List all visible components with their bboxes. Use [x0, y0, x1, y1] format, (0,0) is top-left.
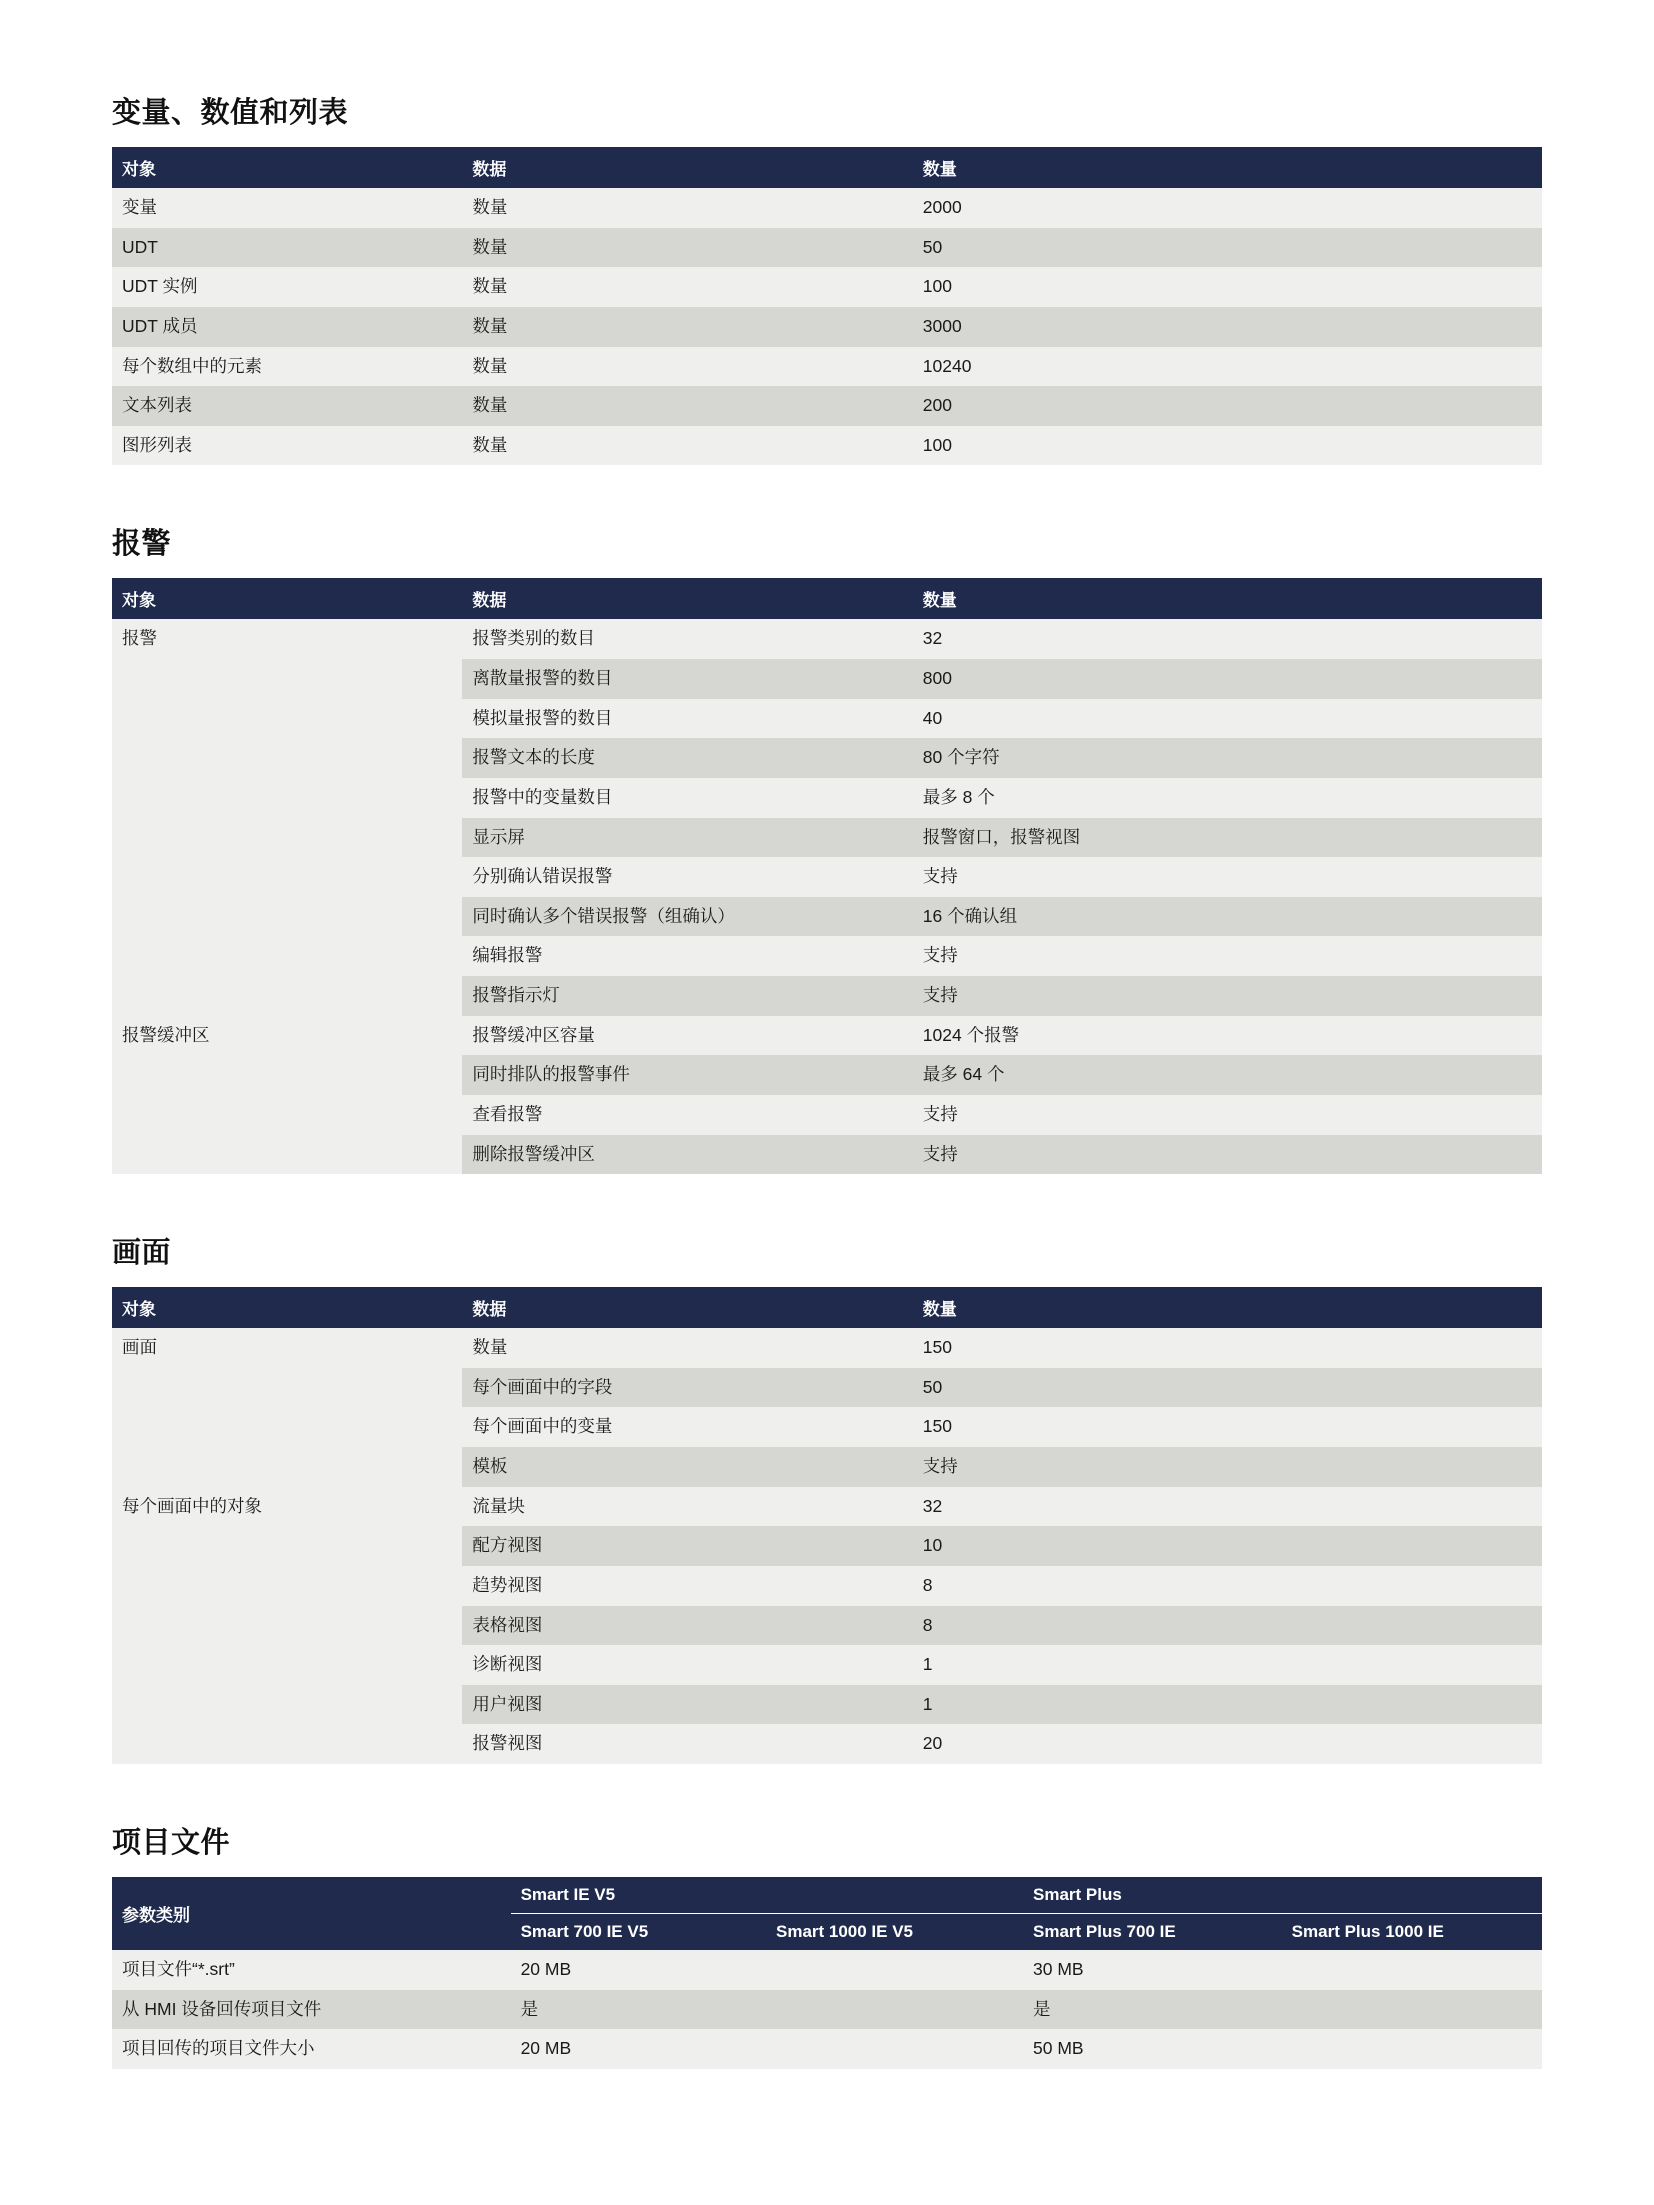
cell-data: 报警文本的长度: [462, 738, 912, 778]
table-header-row-top: [112, 1877, 1542, 1914]
cell-value-smart-plus: 50 MB: [1023, 2029, 1542, 2069]
column-header-value: 数量: [913, 147, 1542, 188]
cell-value: 10: [913, 1526, 1542, 1566]
cell-value: 32: [913, 619, 1542, 659]
column-header-smart-plus-700-ie: Smart Plus 700 IE: [1023, 1914, 1282, 1951]
column-header-smart-1000-ie-v5: Smart 1000 IE V5: [766, 1914, 1023, 1951]
cell-value: 1: [913, 1685, 1542, 1725]
table-row: [112, 1950, 1542, 1990]
cell-data: 同时排队的报警事件: [462, 1055, 912, 1095]
cell-data: 数量: [462, 347, 912, 387]
table-row: [112, 1016, 1542, 1056]
cell-value: 支持: [913, 1135, 1542, 1175]
cell-group-label: 报警: [112, 619, 462, 1015]
cell-value: 50: [913, 1368, 1542, 1408]
cell-data: 分别确认错误报警: [462, 857, 912, 897]
cell-value-smart-plus: 30 MB: [1023, 1950, 1542, 1990]
cell-value-smart-ie: 20 MB: [511, 1950, 1023, 1990]
column-header-data: 数据: [462, 578, 912, 619]
cell-value: 800: [913, 659, 1542, 699]
cell-object: UDT 实例: [112, 267, 462, 307]
table-row: [112, 267, 1542, 307]
cell-group-label: 报警缓冲区: [112, 1016, 462, 1175]
cell-data: 编辑报警: [462, 936, 912, 976]
cell-value: 报警窗口，报警视图: [913, 818, 1542, 858]
cell-data: 用户视图: [462, 1685, 912, 1725]
cell-data: 趋势视图: [462, 1566, 912, 1606]
section-project-file: [112, 1820, 1542, 2069]
table-variables: [112, 147, 1542, 465]
column-header-value: 数量: [913, 578, 1542, 619]
cell-data: 报警缓冲区容量: [462, 1016, 912, 1056]
column-header-parameter: 参数类别: [112, 1877, 511, 1950]
cell-data: 数量: [462, 307, 912, 347]
cell-value: 1: [913, 1645, 1542, 1685]
column-header-smart-700-ie-v5: Smart 700 IE V5: [511, 1914, 766, 1951]
cell-object: 图形列表: [112, 426, 462, 466]
cell-data: 显示屏: [462, 818, 912, 858]
cell-data: 离散量报警的数目: [462, 659, 912, 699]
cell-data: 数量: [462, 1328, 912, 1368]
cell-data: 每个画面中的字段: [462, 1368, 912, 1408]
table-row: [112, 1990, 1542, 2030]
column-header-value: 数量: [913, 1287, 1542, 1328]
section-variables: [112, 90, 1542, 465]
cell-value: 80 个字符: [913, 738, 1542, 778]
cell-value: 32: [913, 1487, 1542, 1527]
cell-data: 配方视图: [462, 1526, 912, 1566]
column-header-group-smart-plus: Smart Plus: [1023, 1877, 1542, 1914]
cell-value: 50: [913, 228, 1542, 268]
cell-data: 数量: [462, 188, 912, 228]
cell-value: 20: [913, 1724, 1542, 1764]
table-row: [112, 1328, 1542, 1368]
cell-value: 150: [913, 1407, 1542, 1447]
cell-data: 报警视图: [462, 1724, 912, 1764]
cell-value-smart-plus: 是: [1023, 1990, 1542, 2030]
cell-data: 报警中的变量数目: [462, 778, 912, 818]
cell-value: 150: [913, 1328, 1542, 1368]
table-row: [112, 426, 1542, 466]
cell-data: 数量: [462, 386, 912, 426]
cell-data: 流量块: [462, 1487, 912, 1527]
cell-value: 100: [913, 426, 1542, 466]
cell-value: 40: [913, 699, 1542, 739]
section-title-screens: 画面: [112, 1237, 172, 1270]
cell-value: 支持: [913, 1095, 1542, 1135]
cell-data: 删除报警缓冲区: [462, 1135, 912, 1175]
cell-value: 支持: [913, 936, 1542, 976]
table-row: [112, 386, 1542, 426]
column-header-object: 对象: [112, 147, 462, 188]
section-title-project-file: 项目文件: [112, 1827, 231, 1859]
cell-value: 3000: [913, 307, 1542, 347]
column-header-smart-plus-1000-ie: Smart Plus 1000 IE: [1282, 1914, 1542, 1951]
table-project-file: [112, 1877, 1542, 2069]
cell-value: 支持: [913, 857, 1542, 897]
cell-data: 报警指示灯: [462, 976, 912, 1016]
cell-value: 支持: [913, 1447, 1542, 1487]
cell-data: 每个画面中的变量: [462, 1407, 912, 1447]
section-alarms: [112, 521, 1542, 1174]
cell-data: 诊断视图: [462, 1645, 912, 1685]
section-title-alarms: 报警: [112, 528, 172, 561]
column-header-data: 数据: [462, 1287, 912, 1328]
cell-data: 模板: [462, 1447, 912, 1487]
table-row: [112, 188, 1542, 228]
cell-data: 模拟量报警的数目: [462, 699, 912, 739]
column-header-data: 数据: [462, 147, 912, 188]
cell-parameter: 项目回传的项目文件大小: [112, 2029, 511, 2069]
cell-value: 8: [913, 1566, 1542, 1606]
cell-data: 数量: [462, 228, 912, 268]
column-header-group-smart-ie-v5: Smart IE V5: [511, 1877, 1023, 1914]
cell-data: 报警类别的数目: [462, 619, 912, 659]
table-row: [112, 619, 1542, 659]
cell-value: 8: [913, 1606, 1542, 1646]
cell-value: 最多 8 个: [913, 778, 1542, 818]
cell-value: 16 个确认组: [913, 897, 1542, 937]
table-header-row: [112, 147, 1542, 188]
table-header-row: [112, 578, 1542, 619]
table-row: [112, 228, 1542, 268]
table-screens: [112, 1287, 1542, 1764]
cell-object: 每个数组中的元素: [112, 347, 462, 387]
section-title-variables: 变量、数值和列表: [112, 97, 349, 129]
cell-value: 200: [913, 386, 1542, 426]
column-header-object: 对象: [112, 1287, 462, 1328]
cell-data: 同时确认多个错误报警（组确认）: [462, 897, 912, 937]
cell-data: 数量: [462, 426, 912, 466]
cell-value-smart-ie: 是: [511, 1990, 1023, 2030]
cell-data: 数量: [462, 267, 912, 307]
cell-object: UDT 成员: [112, 307, 462, 347]
table-row: [112, 347, 1542, 387]
cell-value: 2000: [913, 188, 1542, 228]
cell-parameter: 从 HMI 设备回传项目文件: [112, 1990, 511, 2030]
cell-parameter: 项目文件“*.srt”: [112, 1950, 511, 1990]
cell-value: 100: [913, 267, 1542, 307]
table-row: [112, 2029, 1542, 2069]
cell-value-smart-ie: 20 MB: [511, 2029, 1023, 2069]
cell-group-label: 每个画面中的对象: [112, 1487, 462, 1764]
cell-group-label: 画面: [112, 1328, 462, 1487]
cell-object: 变量: [112, 188, 462, 228]
cell-data: 查看报警: [462, 1095, 912, 1135]
cell-object: UDT: [112, 228, 462, 268]
cell-value: 1024 个报警: [913, 1016, 1542, 1056]
table-row: [112, 307, 1542, 347]
cell-object: 文本列表: [112, 386, 462, 426]
cell-value: 支持: [913, 976, 1542, 1016]
cell-value: 最多 64 个: [913, 1055, 1542, 1095]
section-screens: [112, 1230, 1542, 1764]
cell-value: 10240: [913, 347, 1542, 387]
table-row: [112, 1487, 1542, 1527]
column-header-object: 对象: [112, 578, 462, 619]
table-header-row: [112, 1287, 1542, 1328]
cell-data: 表格视图: [462, 1606, 912, 1646]
table-alarms: [112, 578, 1542, 1174]
